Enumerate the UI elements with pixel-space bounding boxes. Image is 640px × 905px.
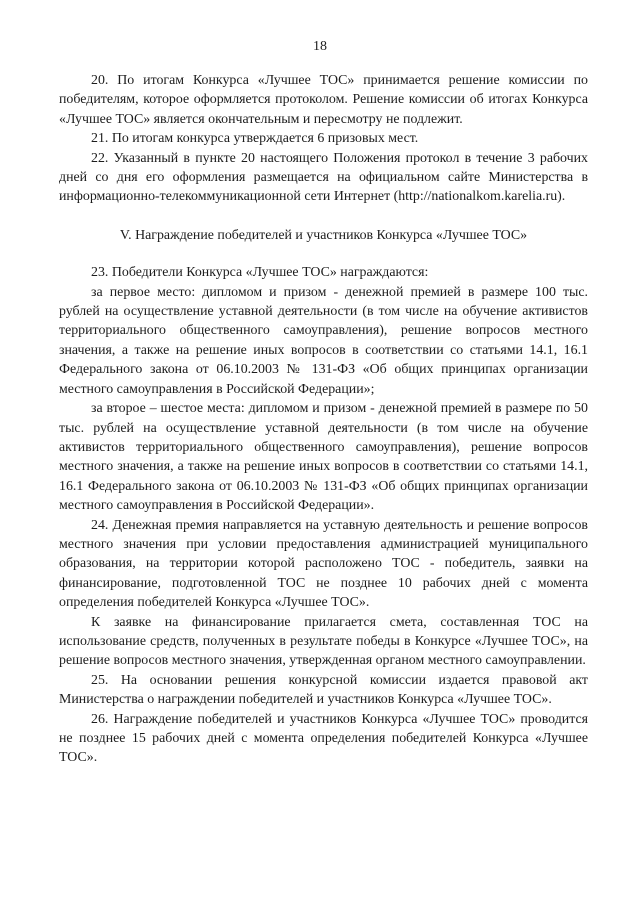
document-body xyxy=(59,71,588,768)
paragraph-second-sixth-place: за второе – шестое места: дипломом и призом - денежной премией в размере по 50 тыс. рублей на осуществление уставной деятельности (в том числе на обучение активистов территориального общественного самоуправления), решение вопросов местного значения, а также на решение иных вопросов в соответствии со статьями 14.1, 16.1 Федерального закона от 06.10.2003 № 131-ФЗ «Об общих принципах организации местного самоуправления в Российской Федерации». xyxy=(59,401,588,514)
paragraph-25: 25. На основании решения конкурсной комиссии издается правовой акт Министерства о награждении победителей и участников Конкурса «Лучшее ТОС». xyxy=(59,672,588,708)
section-heading: V. Награждение победителей и участников Конкурса «Лучшее ТОС» xyxy=(119,227,528,243)
paragraph-22: 22. Указанный в пункте 20 настоящего Положения протокол в течение 3 рабочих дней со дня его оформления размещается на официальном сайте Министерства в информационно-телекоммуникационной сети Интернет (http://nationalkom.karelia.ru). xyxy=(59,150,588,205)
paragraph-application-estimate: К заявке на финансирование прилагается смета, составленная ТОС на использование средств, полученных в результате победы в Конкурсе «Лучшее ТОС», на решение вопросов местного значения, утвержденная органом местного самоуправлении. xyxy=(59,614,588,669)
paragraph-23: 23. Победители Конкурса «Лучшее ТОС» награждаются: xyxy=(91,265,429,281)
paragraph-20: 20. По итогам Конкурса «Лучшее ТОС» принимается решение комиссии по победителям, которое оформляется протоколом. Решение комиссии об итогах Конкурса «Лучшее ТОС» является окончательным и пересмотру не подлежит. xyxy=(59,73,588,127)
page-number: 18 xyxy=(313,39,327,54)
paragraph-21: 21. По итогам конкурса утверждается 6 призовых мест. xyxy=(91,131,419,147)
paragraph-24: 24. Денежная премия направляется на уставную деятельность и решение вопросов местного значения при условии предоставления администрацией муниципального образования, на территории которой расположено ТОС - победитель, заявки на финансирование, подготовленной ТОС не позднее 10 рабочих дней с момента определения победителей Конкурса «Лучшее ТОС». xyxy=(59,517,588,611)
paragraph-first-place: за первое место: дипломом и призом - денежной премией в размере 100 тыс. рублей на осуществление уставной деятельности (в том числе на обучение активистов территориального общественного самоуправления), решение вопросов местного значения, а также на решение иных вопросов в соответствии со статьями 14.1, 16.1 Федерального закона от 06.10.2003 № 131-ФЗ «Об общих принципах организации местного самоуправления в Российской Федерации»; xyxy=(59,284,588,397)
paragraph-26: 26. Награждение победителей и участников Конкурса «Лучшее ТОС» проводится не позднее 15 рабочих дней с момента определения победителей Конкурса «Лучшее ТОС». xyxy=(59,711,588,766)
